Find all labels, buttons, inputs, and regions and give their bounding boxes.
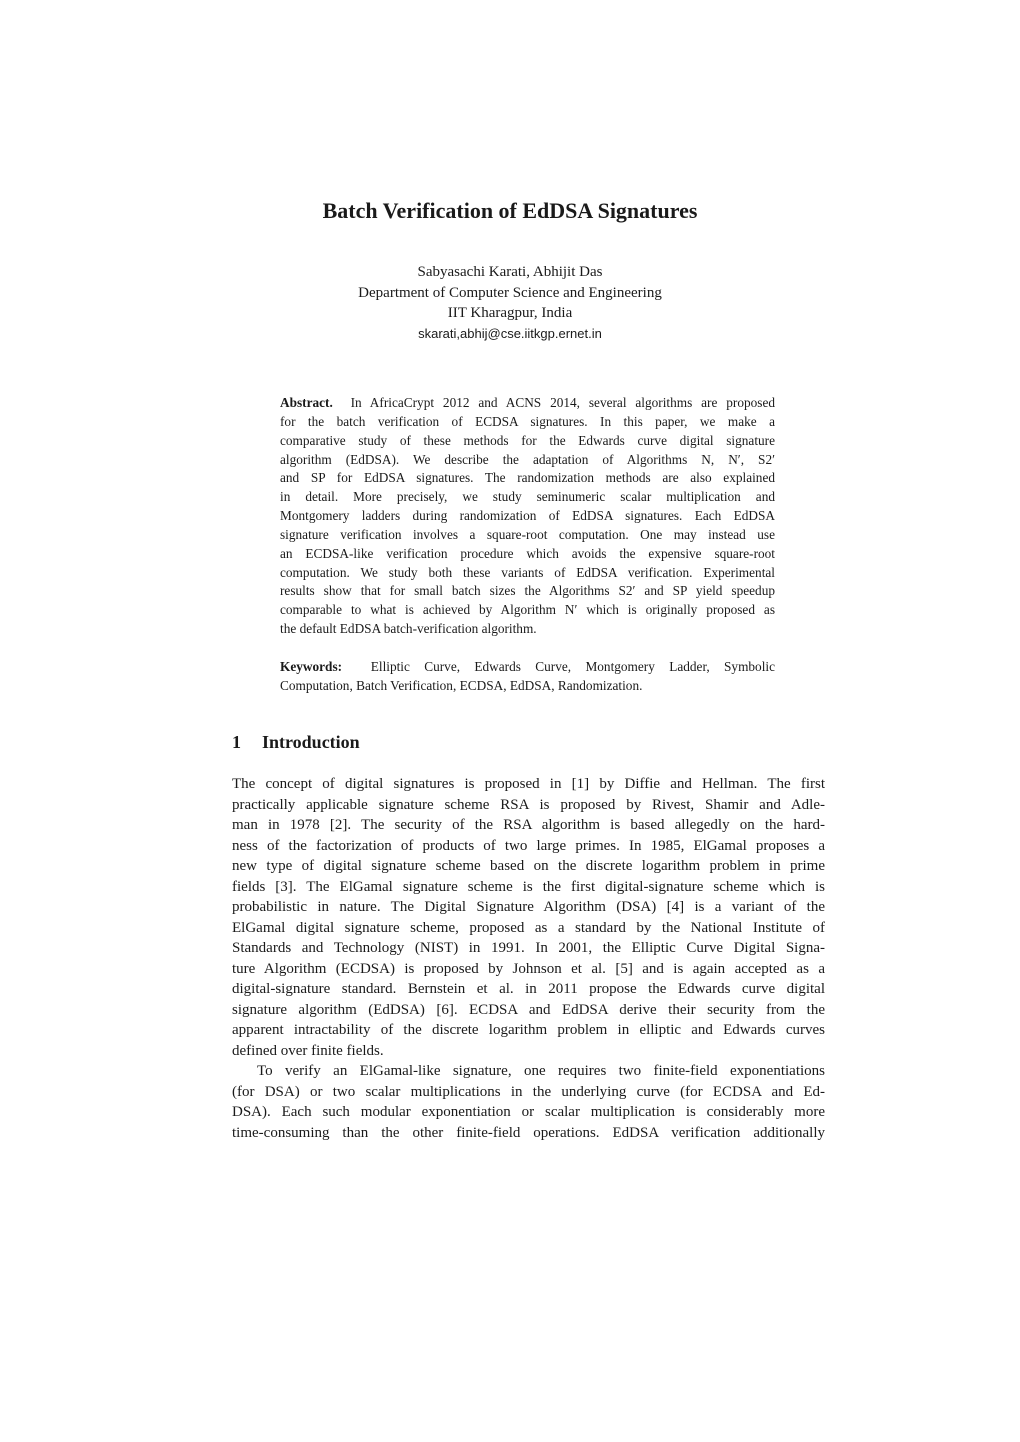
body-line: Standards and Technology (NIST) in 1991. In 2001, the Elliptic Curve Digital Signa- (232, 940, 825, 956)
section-title: Introduction (262, 732, 360, 752)
body-line: ElGamal digital signature scheme, proposed as a standard by the National Institute of (232, 919, 825, 936)
abstract-line: an ECDSA-like verification procedure which avoids the expensive square-root (280, 545, 775, 561)
abstract-line: for the batch verification of ECDSA signatures. In this paper, we make a (280, 413, 775, 429)
keywords-label: Keywords: (280, 659, 343, 674)
abstract-label: Abstract. (280, 395, 333, 410)
author-email: skarati,abhij@cse.iitkgp.ernet.in (418, 325, 602, 341)
body-line: The concept of digital signatures is proposed in [1] by Diffie and Hellman. The first (232, 776, 825, 792)
body-line: fields [3]. The ElGamal signature scheme is the first digital-signature scheme which is (232, 878, 825, 895)
abstract-line: comparative study of these methods for the Edwards curve digital signature (280, 432, 775, 448)
body-line: (for DSA) or two scalar multiplications in the underlying curve (for ECDSA and Ed- (232, 1083, 825, 1100)
abstract-line: the default EdDSA batch-verification algorithm. (280, 621, 537, 637)
author-institution: IIT Kharagpur, India (447, 305, 573, 321)
body-line: new type of digital signature scheme based on the discrete logarithm problem in prime (232, 858, 825, 874)
body-line: To verify an ElGamal-like signature, one requires two finite-field exponentiations (257, 1063, 825, 1079)
body-line: practically applicable signature scheme RSA is proposed by Rivest, Shamir and Adle- (232, 796, 825, 813)
abstract-line: and SP for EdDSA signatures. The randomization methods are also explained (280, 470, 775, 486)
body-line: man in 1978 [2]. The security of the RSA algorithm is based allegedly on the hard- (232, 817, 825, 833)
abstract-line: In AfricaCrypt 2012 and ACNS 2014, several algorithms are proposed (350, 395, 775, 410)
paper-title: Batch Verification of EdDSA Signatures (322, 198, 698, 223)
section-heading (232, 729, 360, 755)
abstract-line: algorithm (EdDSA). We describe the adaptation of Algorithms N, N′, S2′ (280, 451, 775, 467)
body-line: ture Algorithm (ECDSA) is proposed by Johnson et al. [5] and is again accepted as a (232, 960, 825, 977)
abstract-line: signature verification involves a square-root computation. One may instead use (280, 526, 775, 542)
body-line: signature algorithm (EdDSA) [6]. ECDSA and EdDSA derive their security from the (232, 1001, 825, 1018)
abstract-line: computation. We study both these variants of EdDSA verification. Experimental (280, 564, 775, 580)
abstract-line: Montgomery ladders during randomization of EdDSA signatures. Each EdDSA (280, 508, 775, 524)
author-block (0, 262, 1020, 344)
body-line: apparent intractability of the discrete logarithm problem in elliptic and Edwards curves (232, 1022, 825, 1038)
keywords (280, 658, 775, 696)
abstract (280, 394, 775, 639)
author-names: Sabyasachi Karati, Abhijit Das (417, 264, 603, 280)
abstract-line: in detail. More precisely, we study seminumeric scalar multiplication and (280, 489, 775, 505)
keywords-line: Elliptic Curve, Edwards Curve, Montgomery Ladder, Symbolic (370, 659, 775, 674)
abstract-line: results show that for small batch sizes the Algorithms S2′ and SP yield speedup (280, 583, 775, 599)
body-line: ness of the factorization of products of two large primes. In 1985, ElGamal proposes a (232, 837, 825, 854)
body-line: time-consuming than the other finite-field operations. EdDSA verification additionally (232, 1124, 825, 1141)
abstract-line: comparable to what is achieved by Algorithm N′ which is originally proposed as (280, 602, 775, 618)
keywords-line: Computation, Batch Verification, ECDSA, EdDSA, Randomization. (280, 677, 643, 693)
body-line: defined over finite fields. (232, 1042, 384, 1059)
body-line: probabilistic in nature. The Digital Signature Algorithm (DSA) [4] is a variant of the (232, 899, 825, 915)
body-line: DSA). Each such modular exponentiation or scalar multiplication is considerably more (232, 1104, 825, 1120)
section-number: 1 (232, 732, 241, 752)
body-line: digital-signature standard. Bernstein et al. in 2011 propose the Edwards curve digital (232, 981, 825, 997)
author-department: Department of Computer Science and Engineering (358, 284, 662, 301)
body-text (232, 774, 825, 1143)
